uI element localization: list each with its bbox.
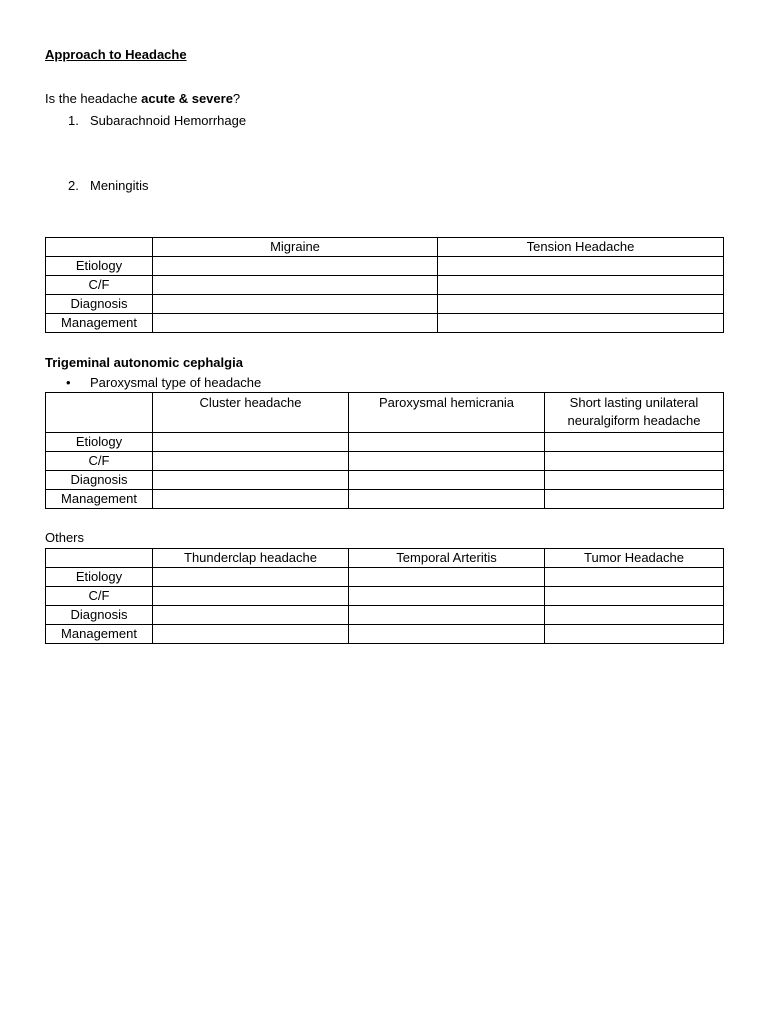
question-line xyxy=(45,91,240,106)
section-heading-trigeminal: Trigeminal autonomic cephalgia xyxy=(45,355,243,370)
table-cell[interactable] xyxy=(153,276,438,295)
table-row xyxy=(46,276,724,295)
table-header-row xyxy=(46,393,724,433)
table-header-row xyxy=(46,238,724,257)
table-row xyxy=(46,295,724,314)
section-heading-others: Others xyxy=(45,530,85,545)
row-label-etiology: Etiology xyxy=(46,433,153,452)
table-cell[interactable] xyxy=(545,471,724,490)
table-row xyxy=(46,433,724,452)
question-prefix: Is the headache xyxy=(45,91,142,106)
table-row xyxy=(46,568,724,587)
bullet-dot: • xyxy=(66,375,71,390)
row-label-etiology: Etiology xyxy=(46,257,153,276)
table-row xyxy=(46,452,724,471)
row-label-management: Management xyxy=(46,490,153,509)
row-label-diagnosis: Diagnosis xyxy=(46,471,153,490)
trigeminal-autonomic-table xyxy=(45,392,724,509)
question-suffix: ? xyxy=(232,91,241,106)
bullet-text: Paroxysmal type of headache xyxy=(90,375,262,390)
table-cell[interactable] xyxy=(153,471,349,490)
document-title: Approach to Headache xyxy=(45,47,187,62)
table-row xyxy=(46,625,724,644)
table-cell[interactable] xyxy=(153,314,438,333)
table-cell[interactable] xyxy=(153,433,349,452)
list-text-1: Subarachnoid Hemorrhage xyxy=(90,113,247,128)
table-cell[interactable] xyxy=(153,568,349,587)
column-header-tension-headache: Tension Headache xyxy=(438,238,724,257)
table-cell[interactable] xyxy=(153,606,349,625)
table-cell[interactable] xyxy=(153,452,349,471)
table-row xyxy=(46,471,724,490)
table-cell[interactable] xyxy=(545,433,724,452)
row-label-cf: C/F xyxy=(46,587,153,606)
table-corner-cell xyxy=(46,238,153,257)
list-number-1: 1. xyxy=(68,113,79,128)
table-cell[interactable] xyxy=(545,606,724,625)
list-text-2: Meningitis xyxy=(90,178,149,193)
table-row xyxy=(46,314,724,333)
table-cell[interactable] xyxy=(545,568,724,587)
table-cell[interactable] xyxy=(153,490,349,509)
table-header-row xyxy=(46,549,724,568)
table-cell[interactable] xyxy=(438,295,724,314)
table-cell[interactable] xyxy=(349,471,545,490)
table-cell[interactable] xyxy=(349,433,545,452)
table-cell[interactable] xyxy=(349,452,545,471)
row-label-etiology: Etiology xyxy=(46,568,153,587)
table-cell[interactable] xyxy=(153,295,438,314)
list-item-1 xyxy=(68,113,246,128)
table-cell[interactable] xyxy=(545,490,724,509)
column-header-thunderclap-headache: Thunderclap headache xyxy=(153,549,349,568)
table-row xyxy=(46,587,724,606)
table-cell[interactable] xyxy=(153,587,349,606)
bullet-item xyxy=(66,375,261,390)
table-row xyxy=(46,490,724,509)
list-item-2 xyxy=(68,178,149,193)
table-row xyxy=(46,257,724,276)
table-cell[interactable] xyxy=(349,606,545,625)
table-cell[interactable] xyxy=(349,490,545,509)
table-cell[interactable] xyxy=(438,276,724,295)
others-table xyxy=(45,548,724,644)
column-header-tumor-headache: Tumor Headache xyxy=(545,549,724,568)
column-header-sunct: Short lasting unilateral neuralgiform headache xyxy=(545,393,724,433)
row-label-management: Management xyxy=(46,314,153,333)
row-label-cf: C/F xyxy=(46,276,153,295)
list-number-2: 2. xyxy=(68,178,79,193)
table-cell[interactable] xyxy=(153,625,349,644)
table-corner-cell xyxy=(46,549,153,568)
migraine-tension-table xyxy=(45,237,724,333)
row-label-diagnosis: Diagnosis xyxy=(46,295,153,314)
table-corner-cell xyxy=(46,393,153,433)
table-cell[interactable] xyxy=(438,257,724,276)
column-header-migraine: Migraine xyxy=(153,238,438,257)
question-emphasis: acute & severe xyxy=(141,91,233,106)
table-cell[interactable] xyxy=(438,314,724,333)
table-cell[interactable] xyxy=(349,625,545,644)
table-row xyxy=(46,606,724,625)
table-cell[interactable] xyxy=(545,625,724,644)
table-cell[interactable] xyxy=(545,452,724,471)
row-label-diagnosis: Diagnosis xyxy=(46,606,153,625)
row-label-cf: C/F xyxy=(46,452,153,471)
column-header-paroxysmal-hemicrania: Paroxysmal hemicrania xyxy=(349,393,545,433)
table-cell[interactable] xyxy=(349,568,545,587)
table-cell[interactable] xyxy=(153,257,438,276)
column-header-temporal-arteritis: Temporal Arteritis xyxy=(349,549,545,568)
row-label-management: Management xyxy=(46,625,153,644)
table-cell[interactable] xyxy=(349,587,545,606)
column-header-cluster-headache: Cluster headache xyxy=(153,393,349,433)
table-cell[interactable] xyxy=(545,587,724,606)
